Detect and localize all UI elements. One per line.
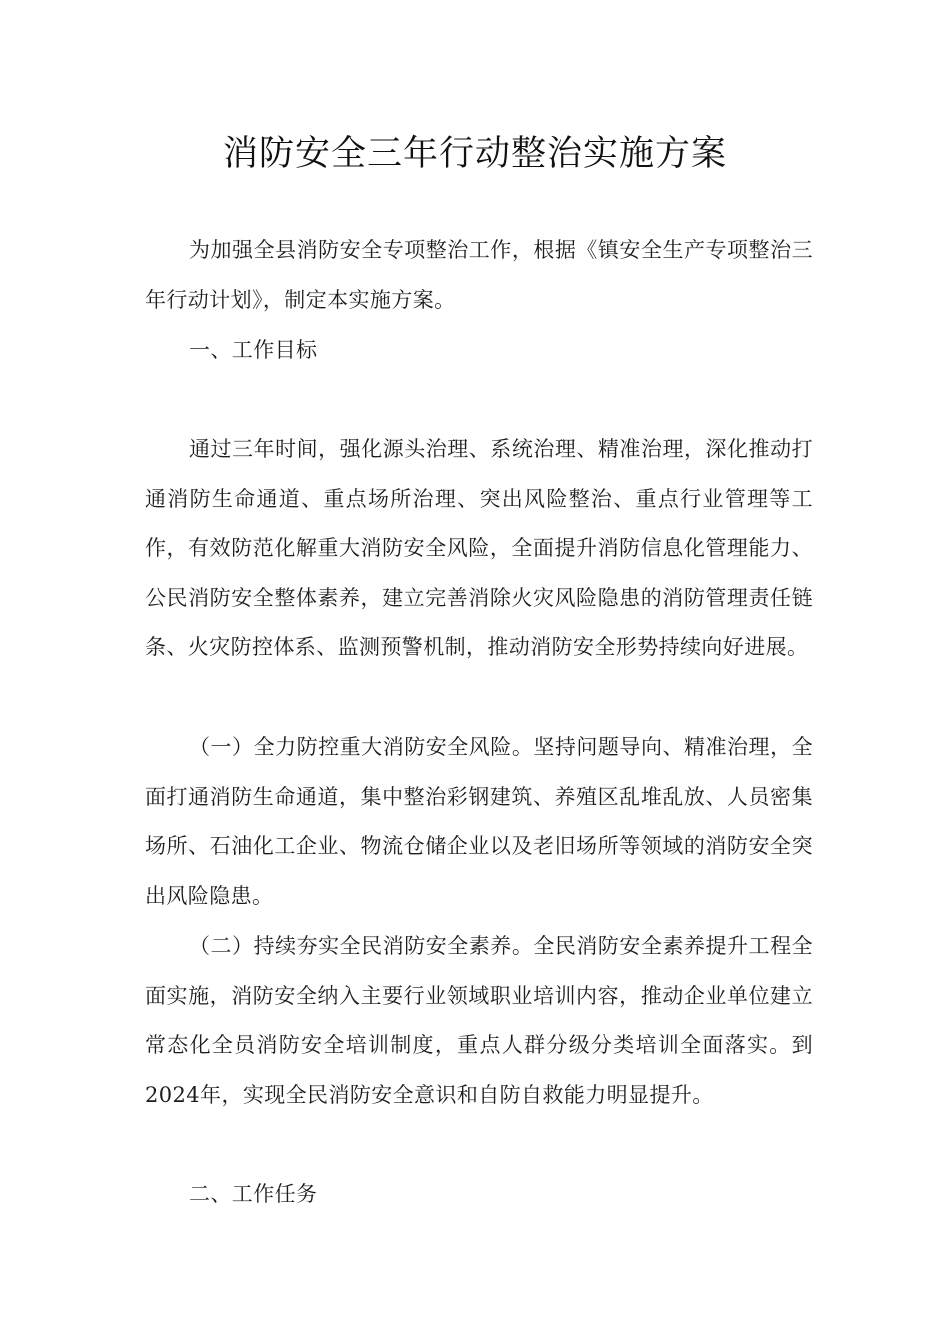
document-title: 消防安全三年行动整治实施方案 <box>222 134 727 174</box>
item-two-paragraph: （二）持续夯实全民消防安全素养。全民消防安全素养提升工程全面实施，消防安全纳入主要行业领域职业培训内容，推动企业单位建立常态化全员消防安全培训制度，重点人群分级分类培训全面落实。到2024年，实现全民消防安全意识和自防自救能力明显提升。 <box>145 934 813 1107</box>
section-heading-goals: 一、工作目标 <box>189 338 318 362</box>
section-heading-tasks: 二、工作任务 <box>189 1182 318 1206</box>
goal-paragraph: 通过三年时间，强化源头治理、系统治理、精准治理，深化推动打通消防生命通道、重点场所治理、突出风险整治、重点行业管理等工作，有效防范化解重大消防安全风险，全面提升消防信息化管理能力、公民消防安全整体素养，建立完善消除火灾风险隐患的消防管理责任链条、火灾防控体系、监测预警机制，推动消防安全形势持续向好进展。 <box>145 437 813 659</box>
item-one-paragraph: （一）全力防控重大消防安全风险。坚持问题导向、精准治理，全面打通消防生命通道，集中整治彩钢建筑、养殖区乱堆乱放、人员密集场所、石油化工企业、物流仓储企业以及老旧场所等领域的消防安全突出风险隐患。 <box>145 735 813 908</box>
intro-paragraph: 为加强全县消防安全专项整治工作，根据《镇安全生产专项整治三年行动计划》，制定本实施方案。 <box>145 238 813 312</box>
